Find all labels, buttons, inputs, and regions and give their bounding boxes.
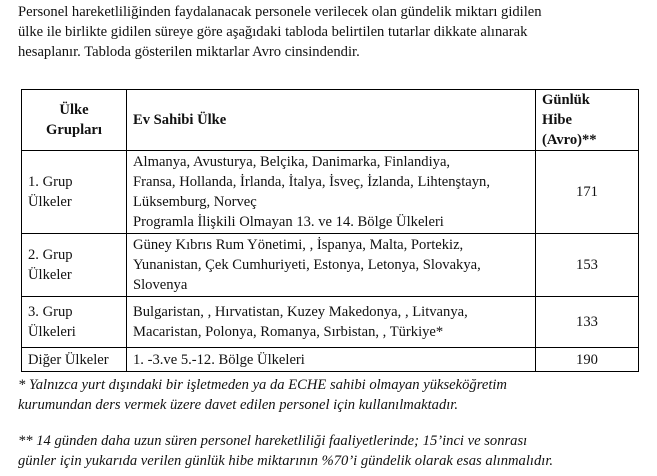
intro-paragraph xyxy=(18,2,642,62)
daily-grant-table xyxy=(21,89,639,372)
countries-cell: Güney Kıbrıs Rum Yönetimi, , İspanya, Malta, Portekiz, Yunanistan, Çek Cumhuriyeti, Estonya, Letonya, Slovakya, Slovenya xyxy=(127,234,536,297)
amount-cell: 133 xyxy=(536,297,639,348)
footnote-double-asterisk: ** 14 günden daha uzun süren personel hareketliliği faaliyetlerinde; 15’inci ve sonrası günler için yukarıda verilen günlük hibe miktarının %70’i gündelik olarak esas alınmalıdır. xyxy=(18,433,554,469)
header-host-country: Ev Sahibi Ülke xyxy=(127,90,536,151)
table-header-row xyxy=(22,90,639,151)
amount-cell: 153 xyxy=(536,234,639,297)
group-cell: 1. Grup Ülkeler xyxy=(22,151,127,234)
group-cell: 2. Grup Ülkeler xyxy=(22,234,127,297)
group-cell: 3. Grup Ülkeleri xyxy=(22,297,127,348)
footnote-single-asterisk: * Yalnızca yurt dışındaki bir işletmeden ya da ECHE sahibi olmayan yükseköğretim kurumundan ders vermek üzere davet edilen personel için kullanılmaktadır. xyxy=(18,377,507,413)
countries-cell: Bulgaristan, , Hırvatistan, Kuzey Makedonya, , Litvanya, Macaristan, Polonya, Romanya, Sırbistan, , Türkiye* xyxy=(127,297,536,348)
countries-cell: 1. -3.ve 5.-12. Bölge Ülkeleri xyxy=(127,348,536,372)
header-daily-grant: Günlük Hibe (Avro)** xyxy=(536,90,639,151)
countries-cell: Almanya, Avusturya, Belçika, Danimarka, Finlandiya, Fransa, Hollanda, İrlanda, İtalya, İsveç, İzlanda, Lihtenştayn, Lüksemburg, Norveç Programla İlişkili Olmayan 13. ve 14. Bölge Ülkeleri xyxy=(127,151,536,234)
table-row xyxy=(22,348,639,372)
table-row xyxy=(22,234,639,297)
table-row xyxy=(22,297,639,348)
intro-line: Personel hareketliliğinden faydalanacak personele verilecek olan gündelik miktarı gidilen xyxy=(18,4,542,20)
group-cell: Diğer Ülkeler xyxy=(22,348,127,372)
amount-cell: 190 xyxy=(536,348,639,372)
intro-line: hesaplanır. Tabloda gösterilen miktarlar Avro cinsindendir. xyxy=(18,44,360,60)
table-row xyxy=(22,151,639,234)
header-country-groups: Ülke Grupları xyxy=(22,90,127,151)
intro-line: ülke ile birlikte gidilen süreye göre aşağıdaki tabloda belirtilen tutarlar dikkate alınarak xyxy=(18,24,528,40)
amount-cell: 171 xyxy=(536,151,639,234)
